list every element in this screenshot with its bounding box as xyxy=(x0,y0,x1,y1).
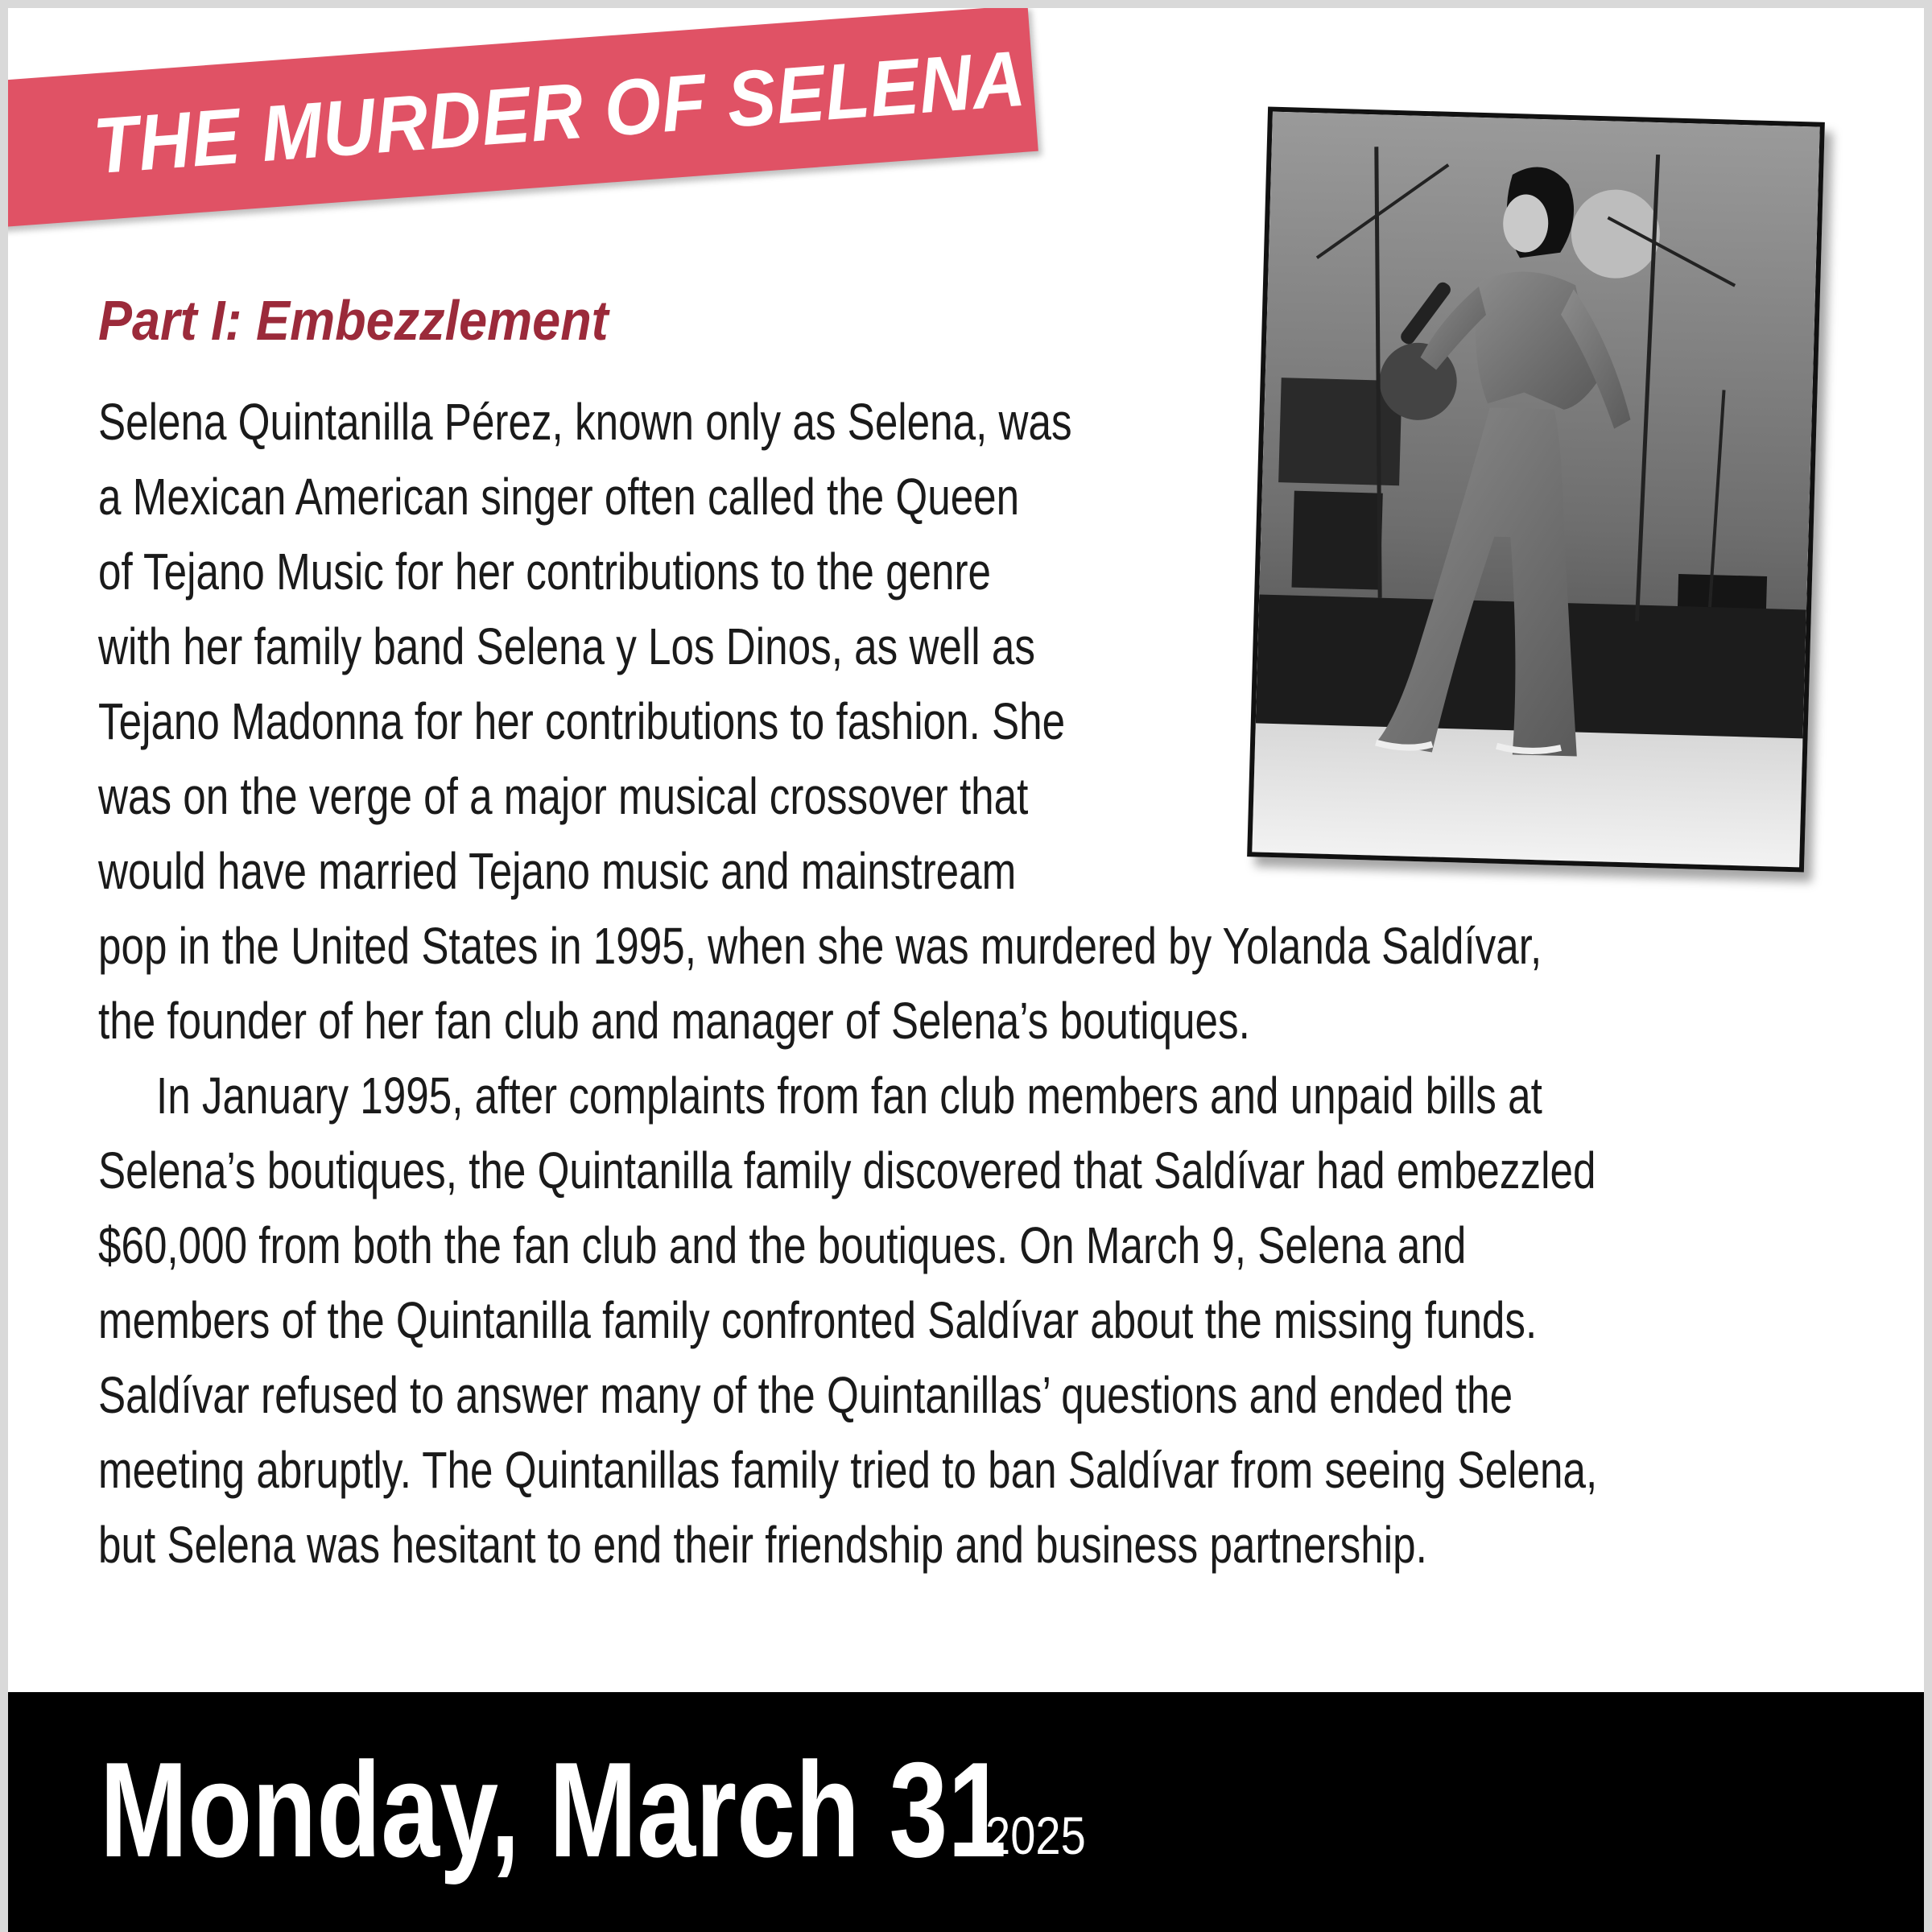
body-line: was on the verge of a major musical crossover that xyxy=(98,767,1029,825)
date-footer xyxy=(0,1692,1932,1932)
body-line: Saldívar refused to answer many of the Quintanillas’ questions and ended the xyxy=(98,1366,1513,1424)
body-line: of Tejano Music for her contributions to the genre xyxy=(98,543,992,601)
body-line: would have married Tejano music and mainstream xyxy=(98,842,1017,900)
body-line: a Mexican American singer often called the Queen xyxy=(98,468,1020,526)
body-line: $60,000 from both the fan club and the boutiques. On March 9, Selena and xyxy=(98,1216,1467,1274)
body-line: but Selena was hesitant to end their friendship and business partnership. xyxy=(98,1516,1427,1574)
body-line: In January 1995, after complaints from fan club members and unpaid bills at xyxy=(156,1067,1542,1125)
body-line: members of the Quintanilla family confronted Saldívar about the missing funds. xyxy=(98,1291,1538,1349)
body-line: Tejano Madonna for her contributions to fashion. She xyxy=(98,692,1066,750)
body-line: meeting abruptly. The Quintanillas family tried to ban Saldívar from seeing Selena, xyxy=(98,1441,1598,1499)
title-banner xyxy=(0,5,1038,228)
article-body xyxy=(98,385,1877,1583)
body-line: the founder of her fan club and manager of Selena’s boutiques. xyxy=(98,992,1250,1050)
body-line: pop in the United States in 1995, when she was murdered by Yolanda Saldívar, xyxy=(98,917,1542,975)
body-line: with her family band Selena y Los Dinos, as well as xyxy=(98,617,1035,675)
footer-date: Monday, March 31 xyxy=(100,1734,1007,1885)
footer-year: 2025 xyxy=(985,1806,1086,1865)
section-subtitle: Part I: Embezzlement xyxy=(98,289,609,352)
body-line: Selena’s boutiques, the Quintanilla family discovered that Saldívar had embezzled xyxy=(98,1141,1596,1199)
page-title: THE MURDER OF SELENA xyxy=(90,33,1029,191)
body-line: Selena Quintanilla Pérez, known only as Selena, was xyxy=(98,393,1072,451)
